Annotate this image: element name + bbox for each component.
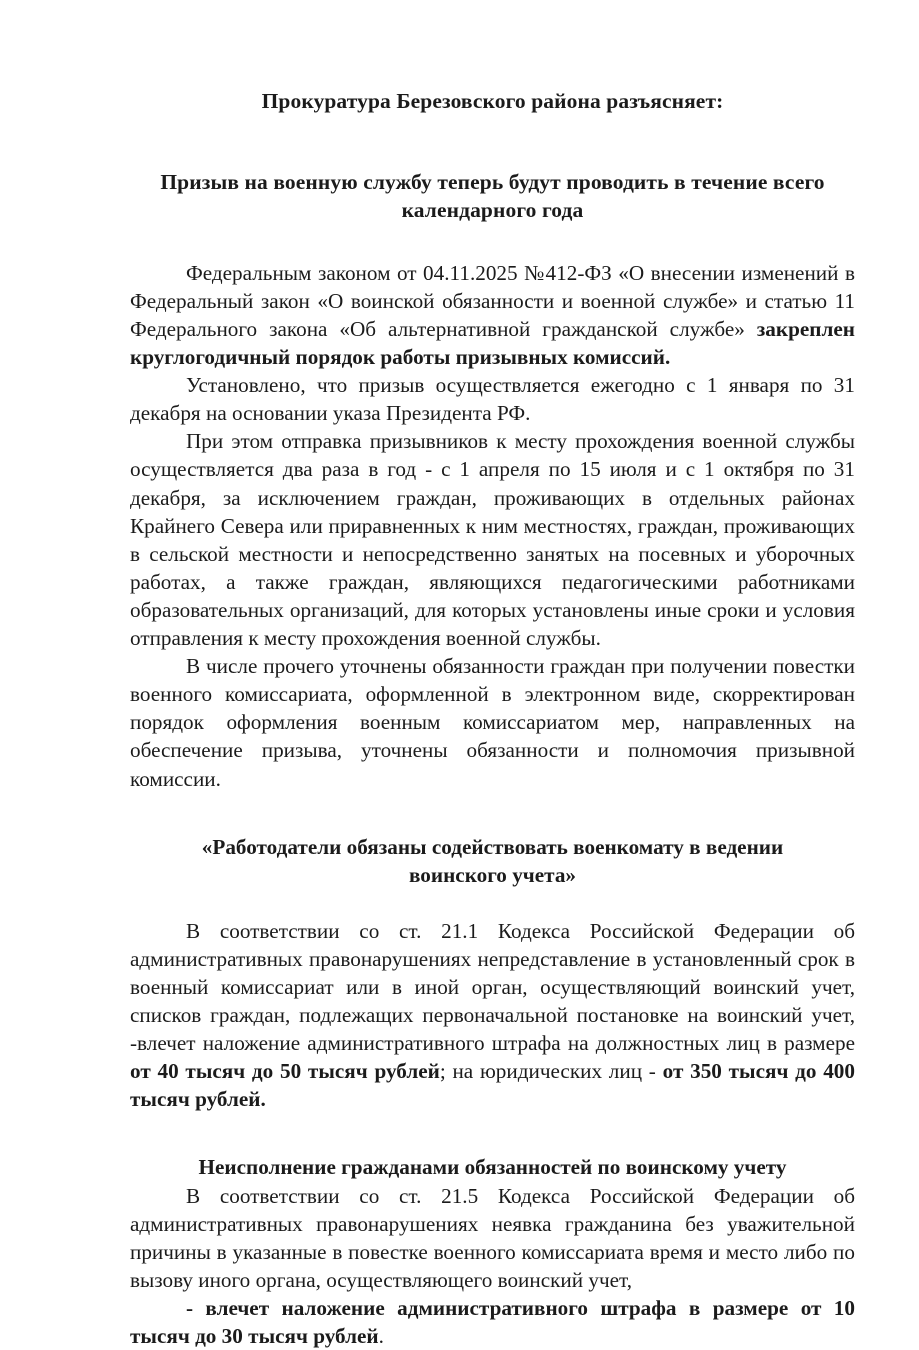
paragraph-federal-law-emphasis: закреплен круглогодичный порядок работы призывных комиссий. [130, 317, 855, 370]
paragraph-citizens-penalty [130, 1294, 855, 1350]
paragraph-federal-law-text: Федеральным законом от 04.11.2025 №412-ФЗ «О внесении изменений в Федеральный закон «О воинской обязанности и военной службе» и статью 11 Федерального закона «Об альтернативной гражданской службе» [130, 260, 855, 341]
paragraph-citizens-noncompliance: В соответствии со ст. 21.5 Кодекса Российской Федерации об административных правонарушениях неявка гражданина без уважительной причины в указанные в повестке военного комиссариата время и место либо по вызову иного органа, осуществляющего воинский учет, [130, 1183, 855, 1292]
paragraph-call-up-period: Установлено, что призыв осуществляется ежегодно с 1 января по 31 декабря на основании указа Президента РФ. [130, 373, 855, 426]
employers-penalty-text-a: В соответствии со ст. 21.1 Кодекса Российской Федерации об административных правонарушениях непредставление в установленный срок в военный комиссариат или в иной орган, осуществляющий воинский учет, списков граждан, подлежащих первоначальной постановке на воинский учет, -влечет наложение административного штрафа на должностных лиц в размере [130, 918, 855, 1056]
citizens-penalty-amount: - влечет наложение административного штрафа в размере от 10 тысяч до 30 тысяч рублей [130, 1295, 855, 1348]
page-title: Прокуратура Березовского района разъясняет: [261, 89, 724, 113]
paragraph-duties-clarified: В числе прочего уточнены обязанности граждан при получении повестки военного комиссариата, оформленной в электронном виде, скорректирован порядок оформления военным комиссариатом мер, направленных на обеспечение призыва, уточнены обязанности и полномочия призывной комиссии. [130, 654, 855, 791]
section-heading-employers: «Работодатели обязаны содействовать военкомату в ведении воинского учета» [201, 834, 784, 887]
employers-penalty-text-b: ; на юридических лиц - [439, 1059, 663, 1084]
citizens-penalty-period: . [378, 1324, 384, 1348]
paragraph-employers-penalty [130, 917, 855, 1114]
document-subtitle: Призыв на военную службу теперь будут проводить в течение всего календарного года [160, 169, 825, 222]
employers-penalty-amount-officials: от 40 тысяч до 50 тысяч рублей [130, 1059, 440, 1084]
document-body [130, 88, 855, 1350]
paragraph-dispatch-terms: При этом отправка призывников к месту прохождения военной службы осуществляется два раза в год - с 1 апреля по 15 июля и с 1 октября по 31 декабря, за исключением граждан, проживающих в отдельных районах Крайнего Севера или приравненных к ним местностях, граждан, проживающих в сельской местности и непосредственно занятых на посевных и уборочных работах, а также граждан, являющихся педагогическими работниками образовательных организаций, для которых установлены иные сроки и условия отправления к месту прохождения военной службы. [130, 429, 855, 651]
paragraph-federal-law [130, 259, 855, 371]
section-heading-citizens: Неисполнение гражданами обязанностей по воинскому учету [198, 1155, 787, 1180]
employers-penalty-amount-legal-entities: от 350 тысяч до 400 тысяч рублей. [130, 1059, 855, 1112]
